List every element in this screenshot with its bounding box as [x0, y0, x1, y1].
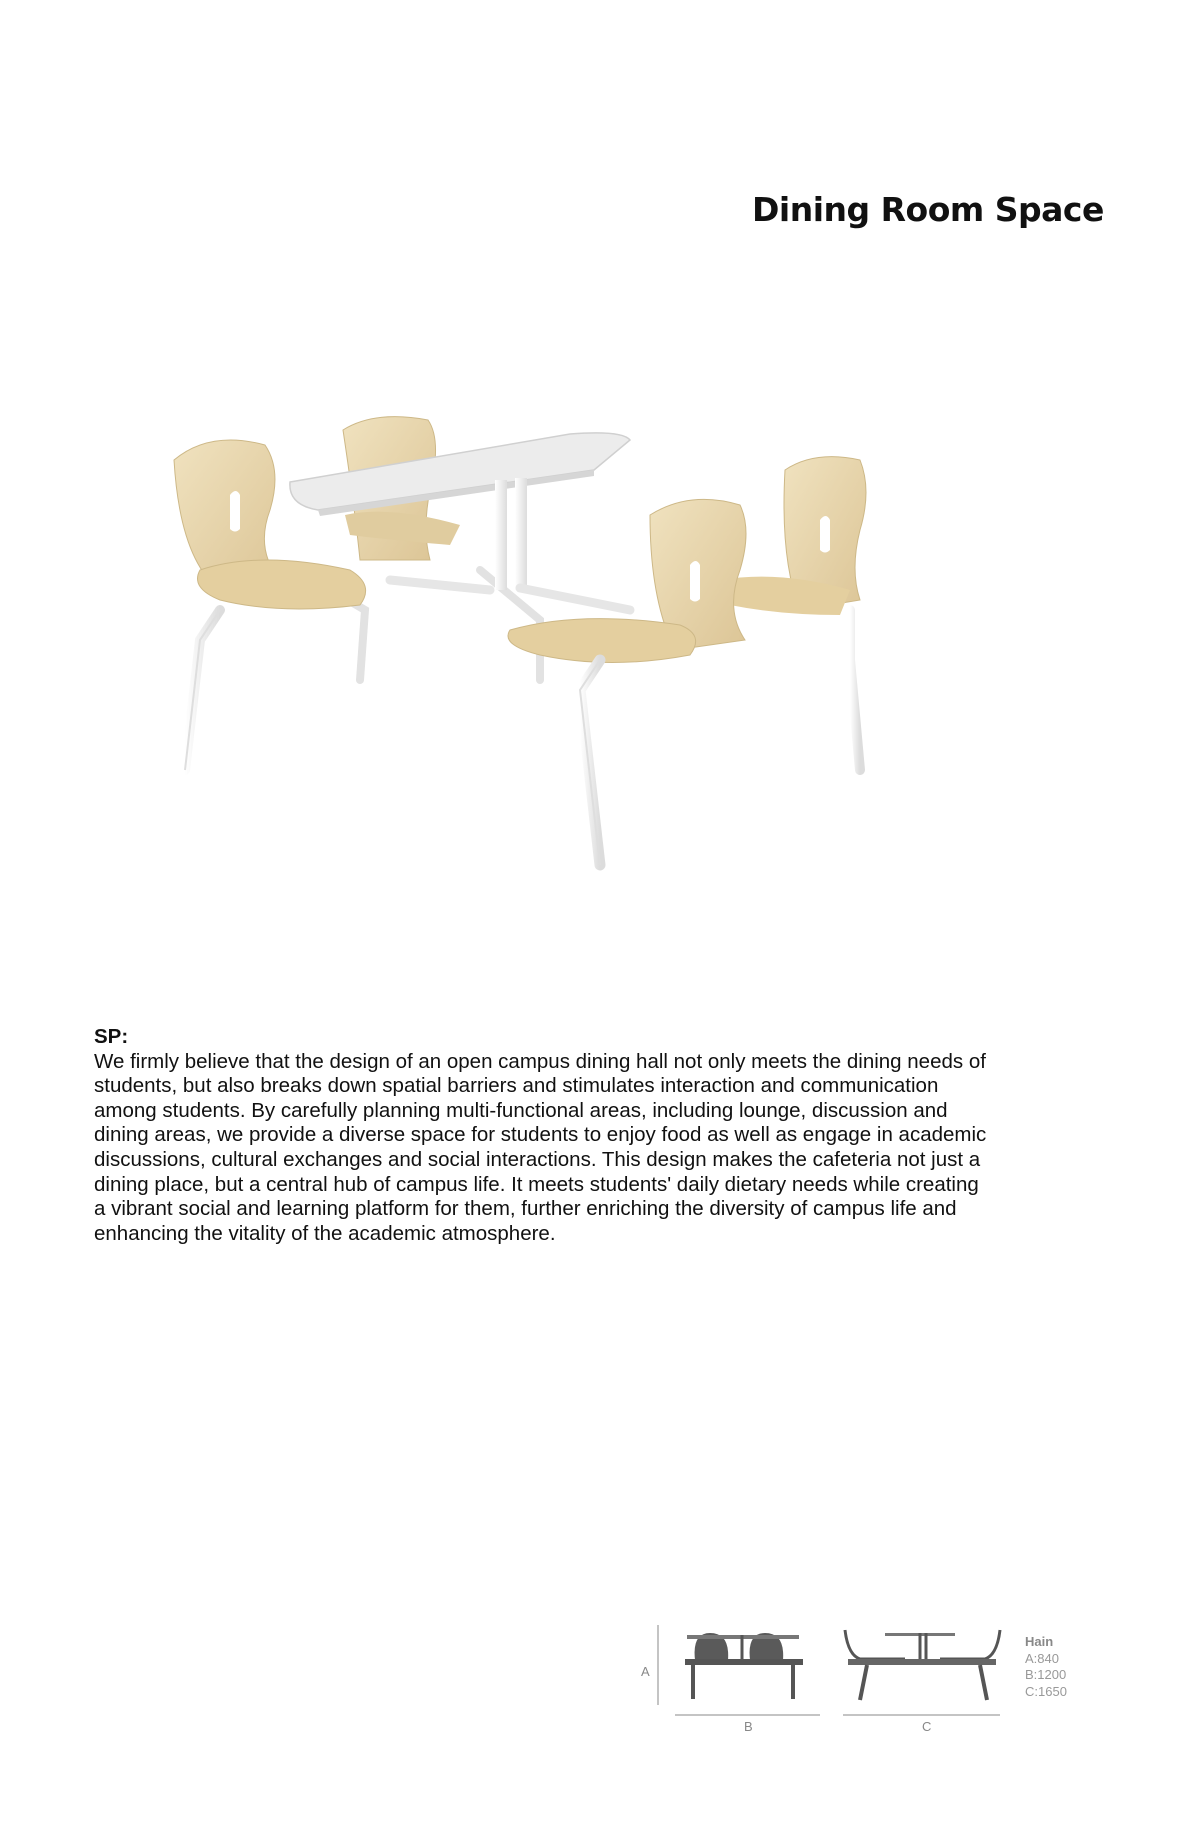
- dimension-diagram: [630, 1615, 1090, 1735]
- dimension-label-b: B: [744, 1719, 753, 1734]
- spec-dimension-b: B:1200: [1025, 1667, 1067, 1682]
- page-title: Dining Room Space: [752, 190, 1104, 229]
- dining-table-set-image: [160, 410, 900, 880]
- description-heading: SP:: [94, 1025, 129, 1048]
- chair-back-right: [720, 457, 866, 770]
- chair-front-right: [508, 499, 746, 865]
- spec-dimension-a: A:840: [1025, 1650, 1059, 1666]
- front-view: [675, 1633, 820, 1715]
- side-view: [843, 1630, 1000, 1715]
- dimension-label-c: C: [922, 1719, 932, 1734]
- description-body: We firmly believe that the design of an open campus dining hall not only meets the dining needs of students, but also breaks down spatial barriers and stimulates interaction and communication among students. By carefully planning multi-functional areas, including lounge, discussion and dining areas, we provide a diverse space for students to enjoy food as well as engage in academic discussions, cultural exchanges and social interactions. This design makes the cafeteria not just a dining place, but a central hub of campus life. It meets students' daily dietary needs while creating a vibrant social and learning platform for them, further enriching the diversity of campus life and enhancing the vitality of the academic atmosphere.: [94, 1049, 987, 1245]
- spec-dimension-c: C:1650: [1025, 1683, 1067, 1699]
- spec-model: Hain: [1025, 1634, 1054, 1649]
- dimension-label-a: A: [641, 1664, 650, 1679]
- description-block: [94, 1025, 994, 1246]
- spec-list: [1025, 1634, 1067, 1700]
